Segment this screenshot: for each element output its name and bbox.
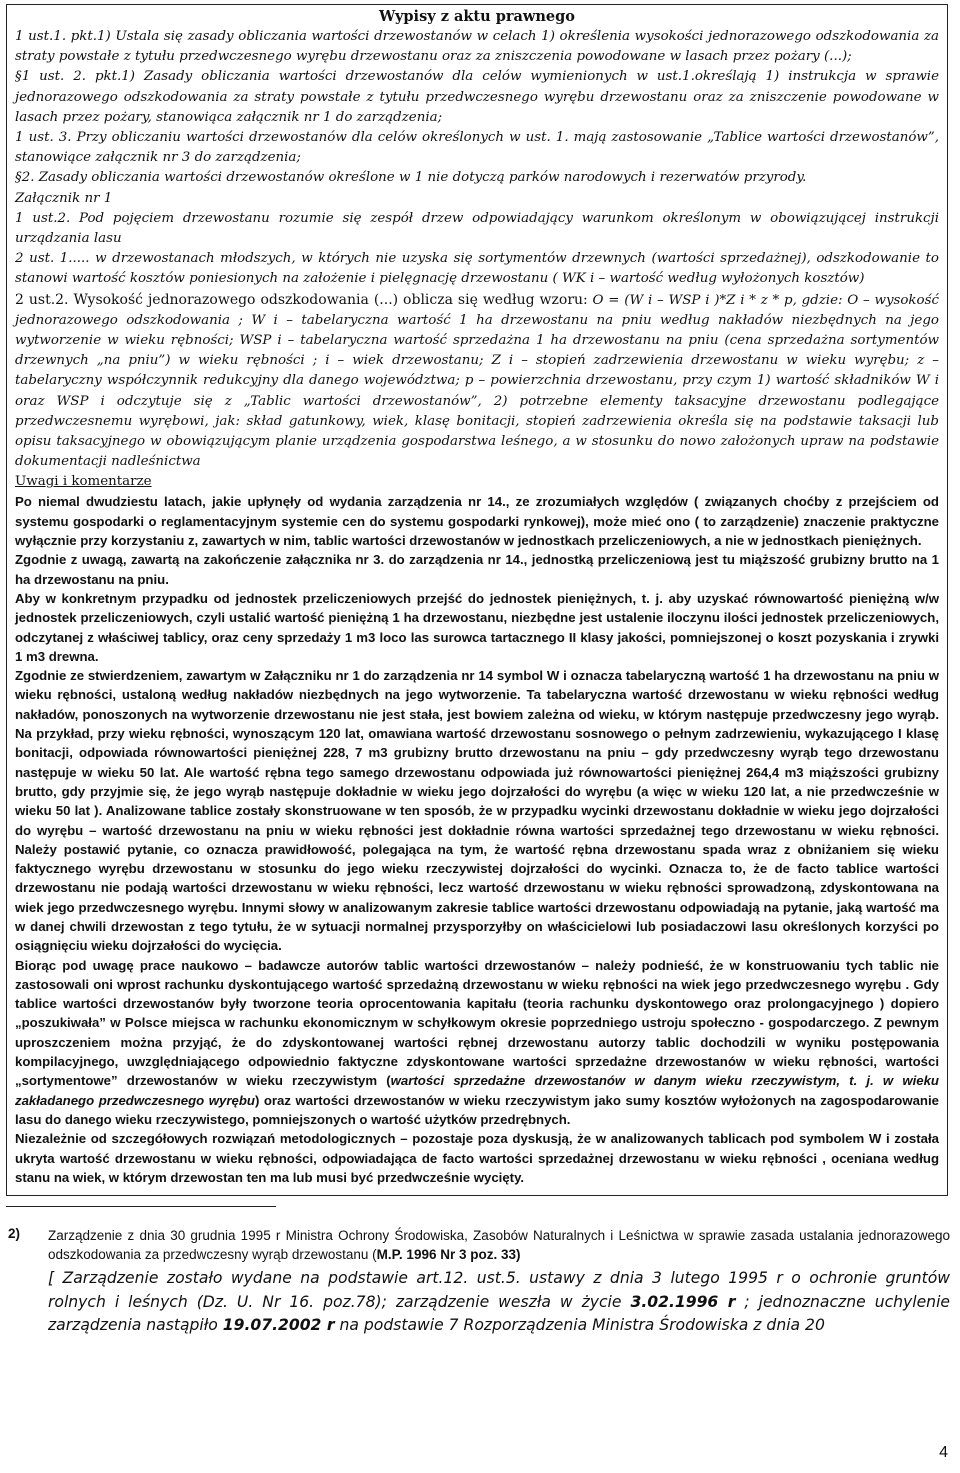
remark-3: Aby w konkretnym przypadku od jednostek przeliczeniowych przejść do jednostek pieniężnych, t. j. aby uzyskać równowartość pieniężną w/w jednostek przeliczeniowych, czyli ustalić wartość pieniężną 1 ha drzewostanu, niezbędne jest ustalenie iloczynu ilości jednostek przeliczeniowych, odczytanej z właściwej tablicy, oraz ceny sprzedaży 1 m3 loco las surowca tartacznego II klasy jakości, pomniejszonej o koszt pozyskania i zrywki 1 m3 drewna.	[15, 590, 939, 664]
paragraph-p4: §2. Zasady obliczania wartości drzewostanów określone w 1 nie dotyczą parków narodowych i rezerwatów przyrody.	[15, 170, 807, 186]
footnote-date-effective: 3.02.1996 r	[630, 1292, 736, 1311]
footnote-date-repeal: 19.07.2002 r	[222, 1316, 335, 1334]
footnote-text	[48, 1226, 950, 1264]
footnote-separator	[6, 1206, 276, 1207]
footnote-note-c: ; jednoznaczne uchylenie zarządzenia nastąpiło	[48, 1292, 950, 1334]
remark-4: Zgodnie ze stwierdzeniem, zawartym w Załączniku nr 1 do zarządzenia nr 14 symbol W i oznacza tabelaryczną wartość 1 ha drzewostanu na pniu w wieku rębności, ustaloną według nakładów niezbędnych na jego wytworzenie. Ta tabelaryczna wartość drzewostanu w wieku rębności według nakładów, ponoszonych na wytworzenie drzewostanu nie jest stała, jest bowiem zależna od wieku, w którym następuje przedwczesny jego wyrąb. Na przykład, przy wieku rębności, wynoszącym 120 lat, omawiana wartość drzewostanu sosnowego o pełnym zadrzewieniu, wykazującego I klasę bonitacji, odpowiada równowartości pieniężnej 228, 7 m3 grubizny brutto drzewostanu na pniu – gdy przedwczesny wyrąb tego drzewostanu następuje w wieku 50 lat. Ale wartość rębna tego samego drzewostanu odpowiada już równowartości pieniężnej 264,4 m3 miąższości grubizny brutto, gdy przyjmie się, że jego wyrąb następuje dokładnie w wieku jego dojrzałości do wyrębu (a więc w wieku 120 lat, a nie przedwcześnie w wieku 50 lat ). Analizowane tablice zostały skonstruowane w ten sposób, że w przypadku wycinki drzewostanu dokładnie w wieku jego dojrzałości do wyrębu – wartość drzewostanu na pniu w wieku rębności jest dokładnie równa wartości sprzedażnej tego drzewostanu w wieku rębności. Należy postawić pytanie, co oznacza prawidłowość, polegająca na tym, że wartość rębna drzewostanu spada wraz z obniżaniem się wieku faktycznego wyrębu drzewostanu w stosunku do jego wieku rzeczywistej dojrzałości do wycinki. Oznacza to, że de facto tablice wartości drzewostanu nie podają wartości drzewostanu w wieku rębności, lecz wartość drzewostanu w wieku rębności sprowadzoną, zdyskontowana na wiek jego przedwczesnego wyrębu. Innymi słowy w analizowanym zakresie tablice wartości drzewostanu odpowiadają na pytanie, jaką wartość ma w danej chwili drzewostan z tego tytułu, że w sytuacji normalnej przysporzyłby on właścicielowi lub posiadaczowi lasu określonych korzyści po osiągnięciu wieku dojrzałości do wycięcia.	[15, 668, 939, 954]
formula-intro: 2 ust.2. Wysokość jednorazowego odszkodowania (...) oblicza się według wzoru:	[15, 291, 588, 308]
paragraph-p3: 1 ust. 3. Przy obliczaniu wartości drzewostanów dla celów określonych w ust. 1. mają zastosowanie „Tablice wartości drzewostanów”, stanowiące załącznik nr 3 do zarządzenia;	[15, 130, 939, 166]
remark-5-part-a: Biorąc pod uwagę prace naukowo – badawcze autorów tablic wartości drzewostanów – należy podnieść, że w konstruowaniu tych tablic nie zastosowali oni wprost rachunku dyskontującego wartość sprzedażną drzewostanu w wieku rębności na wiek jego przedwczesnego wyrębu . Gdy tablice wartości drzewostanów były tworzone teoria oprocentowania kapitału (teoria rachunku dyskontowego oraz prolongacyjnego ) dopiero „poszukiwała” w Polsce miejsca w rachunku ekonomicznym w schyłkowym okresie poprzedniego ustroju społeczno - gospodarczego. Z pewnym uproszczeniem można przyjąć, że do zdyskontowanej wartości rębnej drzewostanu autorzy tablic dochodzili w wyniku postępowania kompilacyjnego, uwzględniającego odpowiednio faktyczne zdyskontowane wartości sprzedażne drzewostanów w wieku rębności, wartości „sortymentowe” drzewostanów w wieku rzeczywistym (	[15, 957, 939, 1089]
paragraph-p7: 2 ust. 1..... w drzewostanach młodszych, w których nie uzyska się sortymentów drzewnych (wartości sprzedażnej), odszkodowanie to stanowi wartość kosztów poniesionych na założenie i pielęgnację drzewostanu ( WK i – wartość według wyłożonych kosztów)	[15, 251, 939, 287]
footnote-italic-note	[48, 1267, 950, 1338]
section-title: Wypisy z aktu prawnego	[379, 8, 575, 25]
footnote-number: 2)	[8, 1226, 21, 1241]
remarks-header: Uwagi i komentarze	[15, 474, 152, 490]
page-number: 4	[939, 1444, 948, 1461]
footnote-text-a: Zarządzenie z dnia 30 grudnia 1995 r Ministra Ochrony Środowiska, Zasobów Naturalnych i Leśnictwa w sprawie zasada ustalania jednorazowego odszkodowania za przedwczesny wyrąb drzewostanu (	[48, 1228, 950, 1262]
remark-6: Niezależnie od szczegółowych rozwiązań metodologicznych – pozostaje poza dyskusją, że w analizowanych tablicach pod symbolem W i została ukryta wartość drzewostanu w wieku rębności, odpowiadająca de facto wartości sprzedażnej drzewostanu w wieku rębności , oceniana według stanu na wiek, w którym drzewostan ten ma lub musi być przedwcześnie wycięty.	[15, 1131, 939, 1185]
footnote-note-a: [ Zarządzenie zostało wydane na podstawie art.12. ust.5. ustawy z dnia 3 lutego 1995 r o ochronie gruntów rolnych i leśnych (Dz. U. Nr 16. poz.78); zarządzenie weszła w życie	[48, 1269, 950, 1311]
footnote-note-e: na podstawie 7 Rozporządzenia Ministra Środowiska z dnia 20	[334, 1316, 825, 1334]
footnote	[8, 1226, 950, 1338]
remark-1: Po niemal dwudziestu latach, jakie upłynęły od wydania zarządzenia nr 14., ze zrozumiałych względów ( związanych choćby z przejściem od systemu gospodarki o reglamentacyjnym systemie cen do systemu gospodarki rynkowej), może mieć ono ( to zarządzenie) znaczenie praktyczne wyłącznie przy korzystaniu z, zawartych w nim, tablic wartości drzewostanów w jednostkach przeliczeniowych, a nie w jednostkach pieniężnych.	[15, 494, 939, 549]
excerpt-frame	[6, 4, 948, 1196]
paragraph-p2: §1 ust. 2. pkt.1) Zasady obliczania wartości drzewostanów dla celów wymienionych w ust.1.określają 1) instrukcja w sprawie jednorazowego odszkodowania za straty powstałe z tytułu przedwczesnego wyrębu drzewostanu oraz za zniszczenie powodowane w lasach przez pożary, stanowiąca załącznik nr 1 do zarządzenia;	[15, 69, 939, 125]
remark-5-part-c: ) oraz wartości drzewostanów w wieku rzeczywistym jako sumy kosztów wyłożonych na zagospodarowanie lasu do danego wieku rzeczywistego, pomniejszonych o wartość użytków przedrębnych.	[15, 1092, 939, 1127]
footnote-citation: M.P. 1996 Nr 3 poz. 33)	[376, 1247, 521, 1262]
remark-5-italic: wartości sprzedażne drzewostanów w danym wieku rzeczywistym, t. j. w wieku zakładanego przedwczesnego wyrębu	[15, 1073, 939, 1108]
paragraph-p1: 1 ust.1. pkt.1) Ustala się zasady obliczania wartości drzewostanów w celach 1) określenia wysokości jednorazowego odszkodowania za straty powstałe z tytułu przedwczesnego wyrębu drzewostanu oraz za zniszczenia powodowane w lasach przez pożary (...);	[15, 29, 939, 65]
paragraph-p5: Załącznik nr 1	[15, 190, 113, 206]
remark-2: Zgodnie z uwagą, zawartą na zakończenie załącznika nr 3. do zarządzenia nr 14., jednostką przeliczeniową jest tu miąższość grubizny brutto na 1 ha drzewostanu na pniu.	[15, 552, 939, 587]
formula-text: O = (W i – WSP i )*Z i * z * p, gdzie: O – wysokość jednorazowego odszkodowania ; W i – tabelaryczna wartość 1 ha drzewostanu na pniu według nakładów niezbędnych na jego wytworzenie w wieku rębności; WSP i – tabelaryczna wartość sprzedażna 1 ha drzewostanu na pniu (cena sprzedażna sortymentów drzewnych „na pniu”) w wieku rębności ; i – wiek drzewostanu; Z i – stopień zadrzewienia drzewostanu w wieku wyrębu; z – tabelaryczny współczynnik redukcyjny dla danego województwa; p – powierzchnia drzewostanu, przy czym 1) wartość składników W i oraz WSP i odczytuje się z „Tablic wartości drzewostanów”, 2) potrzebne elementy taksacyjne drzewostanu podlegające przedwczesnemu wyrębowi, jak: skład gatunkowy, wiek, klasę bonitacji, stopień zadrzewienia określa się na podstawie taksacji lub opisu taksacyjnego w obowiązującym planie urządzenia gospodarstwa leśnego, a w stosunku do nowo założonych upraw na podstawie dokumentacji nadleśnictwa	[15, 292, 939, 470]
remark-5	[15, 956, 939, 1130]
paragraph-p6: 1 ust.2. Pod pojęciem drzewostanu rozumie się zespół drzew odpowiadający warunkom określonym w obowiązującej instrukcji urządzania lasu	[15, 210, 939, 247]
paragraph-p8	[15, 290, 939, 473]
